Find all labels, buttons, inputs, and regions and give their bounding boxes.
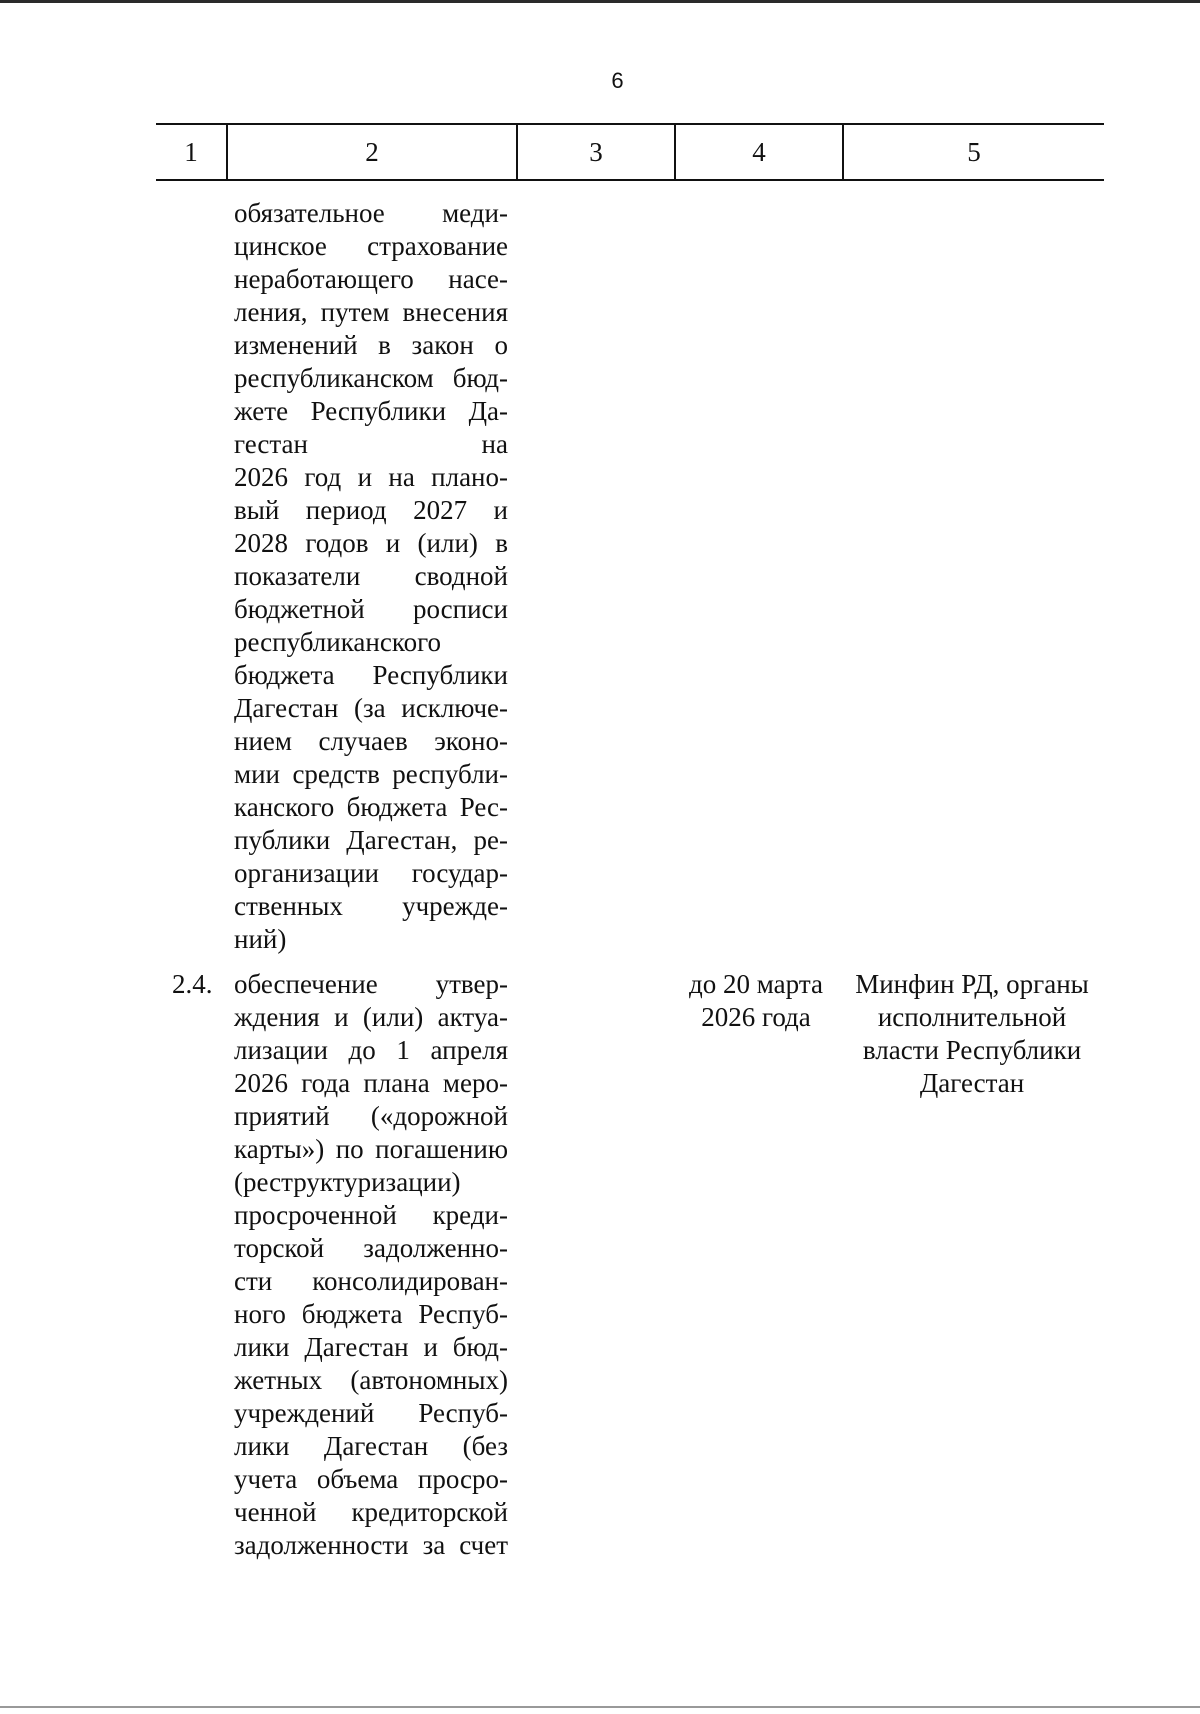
text-line: республиканском бюд- xyxy=(234,363,508,393)
text-line: карты») по погашению xyxy=(234,1134,508,1164)
text-line: нием случаев эконо- xyxy=(234,726,508,756)
text-line: вый период 2027 и xyxy=(234,495,508,525)
text-line: жете Республики Да- xyxy=(234,396,508,426)
text-line: торской задолженно- xyxy=(234,1233,508,1263)
continuation-text xyxy=(234,197,508,956)
responsible-line: исполнительной xyxy=(877,1002,1067,1032)
text-line: лики Дагестан (без xyxy=(234,1431,508,1461)
text-line: 2028 годов и (или) в xyxy=(234,528,508,558)
responsible-line: Дагестан xyxy=(919,1068,1025,1098)
page-number: 6 xyxy=(611,68,624,93)
text-line: 2026 года плана меро- xyxy=(234,1068,508,1098)
table-header-row xyxy=(156,123,1104,181)
text-line: 2026 год и на плано- xyxy=(234,462,508,492)
text-line: учреждений Респуб- xyxy=(234,1398,508,1428)
text-line: обязательное меди- xyxy=(234,198,508,228)
text-line: Дагестан (за исключе- xyxy=(234,693,508,723)
responsible-cell xyxy=(842,968,1102,1100)
header-col-2: 2 xyxy=(226,125,516,179)
text-line: обеспечение утвер- xyxy=(234,969,508,999)
responsible-line: Минфин РД, органы xyxy=(855,969,1089,999)
row-2-4-text xyxy=(234,968,508,1562)
row-number: 2.4. xyxy=(172,969,213,999)
text-line: просроченной креди- xyxy=(234,1200,508,1230)
text-line: лики Дагестан и бюд- xyxy=(234,1332,508,1362)
text-line: показатели сводной xyxy=(234,561,508,591)
deadline-cell xyxy=(676,968,836,1034)
deadline-line: 2026 года xyxy=(701,1002,811,1032)
bottom-scan-edge xyxy=(0,1706,1200,1708)
text-line: учета объема просро- xyxy=(234,1464,508,1494)
responsible-line: власти Республики xyxy=(862,1035,1082,1065)
text-line: жетных (автономных) xyxy=(234,1365,508,1395)
text-line: ного бюджета Респуб- xyxy=(234,1299,508,1329)
text-line: мии средств республи- xyxy=(234,759,508,789)
deadline-line: до 20 марта xyxy=(689,969,823,999)
text-line: бюджета Республики xyxy=(234,660,508,690)
text-line: неработающего насе- xyxy=(234,264,508,294)
text-line: задолженности за счет xyxy=(234,1530,508,1560)
header-col-5: 5 xyxy=(842,125,1104,179)
text-line: лизации до 1 апреля xyxy=(234,1035,508,1065)
header-col-1: 1 xyxy=(184,136,198,167)
top-scan-edge xyxy=(0,0,1200,3)
text-line: приятий («дорожной xyxy=(234,1101,508,1131)
header-col-3: 3 xyxy=(516,125,674,179)
text-line: бюджетной росписи xyxy=(234,594,508,624)
text-line: (реструктуризации) xyxy=(234,1167,461,1197)
header-col-4: 4 xyxy=(674,125,842,179)
text-line: канского бюджета Рес- xyxy=(234,792,508,822)
text-line: организации государ- xyxy=(234,858,508,888)
text-line: ления, путем внесения xyxy=(234,297,508,327)
text-line: изменений в закон о xyxy=(234,330,508,360)
text-line: сти консолидирован- xyxy=(234,1266,508,1296)
text-line: ждения и (или) актуа- xyxy=(234,1002,508,1032)
text-line: цинское страхование xyxy=(234,231,508,261)
text-line: ственных учрежде- xyxy=(234,891,508,921)
text-line: публики Дагестан, ре- xyxy=(234,825,508,855)
text-line: ченной кредиторской xyxy=(234,1497,508,1527)
text-line: гестан на xyxy=(234,429,508,459)
text-line: республиканского xyxy=(234,627,441,657)
text-line: ний) xyxy=(234,924,287,954)
